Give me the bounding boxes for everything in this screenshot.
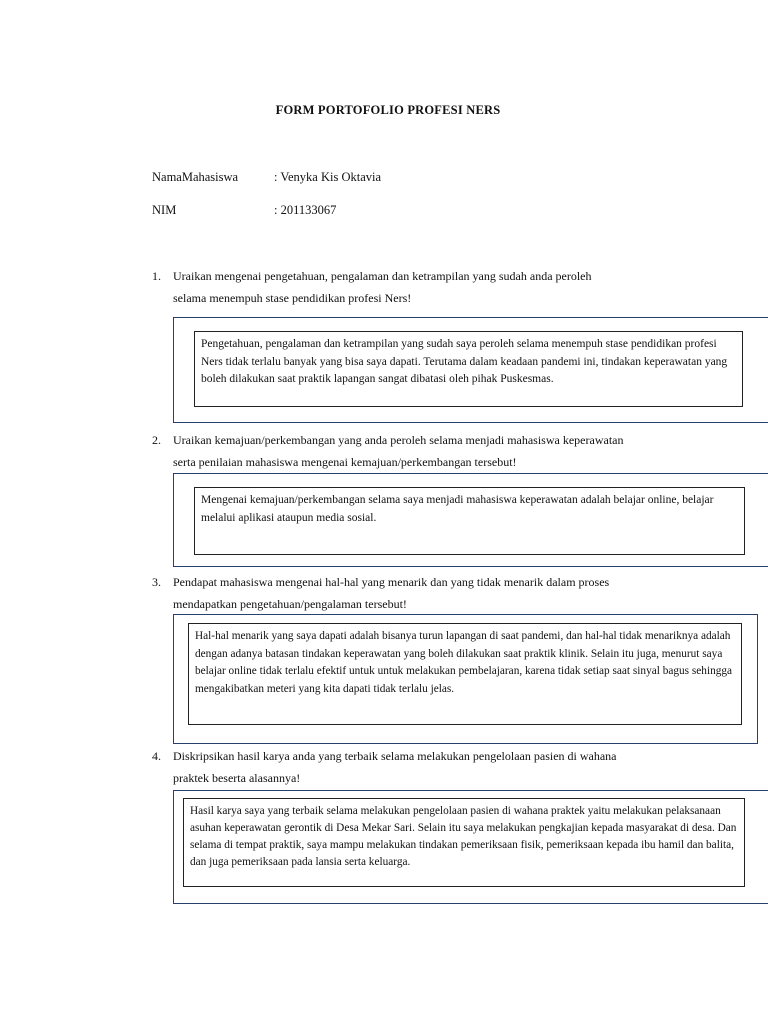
answer-box-4: Hasil karya saya yang terbaik selama melakukan pengelolaan pasien di wahana praktek yaitu melakukan pelaksanaan asuhan keperawatan gerontik di Desa Mekar Sari. Selain itu saya melakukan pengkajian kepada masyarakat di desa. Dan selama di tempat praktik, saya mampu melakukan tindakan pemeriksaan fisik, pemeriksaan kepada ibu hamil dan balita, dan juga pemeriksaan pada lansia serta keluarga. bbox=[183, 798, 745, 887]
page-title: FORM PORTOFOLIO PROFESI NERS bbox=[275, 103, 501, 117]
question-text-line-1: Pendapat mahasiswa mengenai hal-hal yang menarik dan yang tidak menarik dalam proses bbox=[173, 575, 610, 589]
question-text-line-1: Uraikan mengenai pengetahuan, pengalaman dan ketrampilan yang sudah anda peroleh bbox=[173, 269, 592, 283]
question-1 bbox=[152, 265, 692, 309]
question-text-line-2: praktek beserta alasannya! bbox=[173, 771, 301, 785]
question-4 bbox=[152, 745, 692, 789]
student-nim-row bbox=[152, 203, 336, 218]
question-text-line-2: mendapatkan pengetahuan/pengalaman tersebut! bbox=[173, 597, 407, 611]
question-text-line-1: Diskripsikan hasil karya anda yang terbaik selama melakukan pengelolaan pasien di wahana bbox=[173, 749, 617, 763]
question-number: 1. bbox=[152, 269, 161, 283]
student-nim-label: NIM bbox=[152, 203, 177, 217]
answer-box-3: Hal-hal menarik yang saya dapati adalah bisanya turun lapangan di saat pandemi, dan hal-hal tidak menariknya adalah dengan adanya batasan tindakan keperawatan yang boleh dilakukan saat praktik klinik. Selain itu juga, menurut saya belajar online tidak terlalu efektif untuk untuk melakukan pembelajaran, karena tidak setiap saat sinyal bagus sehingga mengakibatkan meteri yang kita dapati tidak terlalu jelas. bbox=[188, 623, 742, 725]
question-number: 2. bbox=[152, 433, 161, 447]
question-number: 4. bbox=[152, 749, 161, 763]
student-name-label: NamaMahasiswa bbox=[152, 170, 239, 184]
student-name-value: : Venyka Kis Oktavia bbox=[274, 170, 382, 184]
question-3 bbox=[152, 571, 692, 615]
answer-box-1: Pengetahuan, pengalaman dan ketrampilan yang sudah saya peroleh selama menempuh stase pendidikan profesi Ners tidak terlalu banyak yang bisa saya dapati. Terutama dalam keadaan pandemi ini, tindakan keperawatan yang boleh dilakukan saat praktik lapangan sangat dibatasi oleh pihak Puskesmas. bbox=[194, 331, 743, 407]
question-text-line-1: Uraikan kemajuan/perkembangan yang anda peroleh selama menjadi mahasiswa keperawatan bbox=[173, 433, 624, 447]
question-number: 3. bbox=[152, 575, 161, 589]
answer-box-2: Mengenai kemajuan/perkembangan selama saya menjadi mahasiswa keperawatan adalah belajar online, belajar melalui aplikasi ataupun media sosial. bbox=[194, 487, 745, 555]
student-name-row bbox=[152, 170, 381, 185]
question-text-line-2: selama menempuh stase pendidikan profesi Ners! bbox=[173, 291, 412, 305]
question-text-line-2: serta penilaian mahasiswa mengenai kemajuan/perkembangan tersebut! bbox=[173, 455, 517, 469]
question-2 bbox=[152, 429, 692, 473]
student-nim-value: : 201133067 bbox=[274, 203, 337, 217]
